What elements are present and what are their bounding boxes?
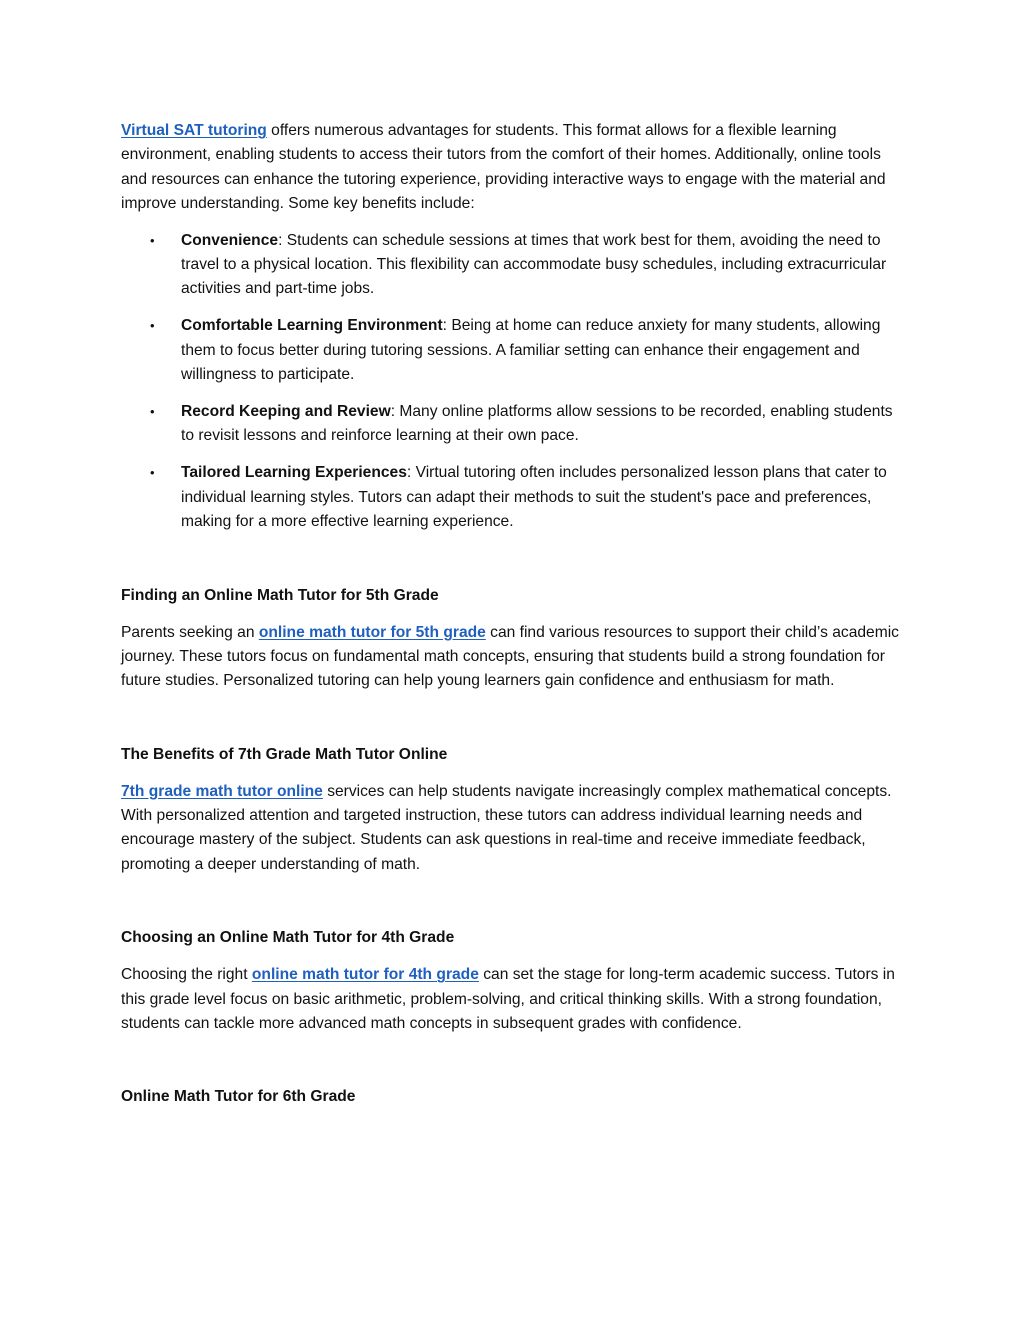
section-heading: Choosing an Online Math Tutor for 4th Grade — [121, 929, 455, 947]
paragraph-text: can find various resources to support their child’s academic journey. These tutors focus on fundamental math concepts, ensuring that students build a strong foundation for future studies. Personalized tutoring can help young learners gain confidence and enthusiasm for math. — [121, 623, 899, 690]
section-4th-grade — [121, 926, 899, 1036]
paragraph-text: Choosing the right — [121, 966, 252, 984]
bullet-icon: • — [150, 404, 155, 420]
paragraph-text: can set the stage for long-term academic success. Tutors in this grade level focus on basic arithmetic, problem-solving, and critical thinking skills. With a strong foundation, students can tackle more advanced math concepts in subsequent grades with confidence. — [121, 966, 895, 1032]
benefit-term: Tailored Learning Experiences — [181, 464, 407, 482]
benefit-item-record-keeping — [121, 400, 899, 449]
online-math-tutor-5th-grade-link[interactable]: online math tutor for 5th grade — [258, 623, 486, 641]
section-heading: Online Math Tutor for 6th Grade — [121, 1088, 356, 1106]
benefit-item-tailored-learning — [121, 461, 899, 534]
benefit-term: Record Keeping and Review — [181, 403, 391, 421]
bullet-icon: • — [150, 465, 155, 481]
section-heading: The Benefits of 7th Grade Math Tutor Online — [121, 745, 448, 763]
bullet-icon: • — [150, 232, 155, 248]
paragraph-text: Parents seeking an — [121, 623, 259, 641]
section-7th-grade — [121, 743, 899, 878]
benefits-list — [121, 229, 899, 535]
benefit-text: : Being at home can reduce anxiety for many students, allowing them to focus better during tutoring sessions. A familiar setting can enhance their engagement and willingness to participate. — [181, 317, 881, 384]
benefit-term: Convenience — [181, 231, 279, 249]
section-paragraph — [121, 780, 899, 878]
section-paragraph — [121, 621, 899, 694]
intro-text: offers numerous advantages for students. This format allows for a flexible learning environment, enabling students to access their tutors from the comfort of their homes. Additionally, online tools and resources can enhance the tutoring experience, providing interactive ways to engage with the material and improve understanding. Some key benefits include: — [121, 122, 886, 213]
7th-grade-math-tutor-online-link[interactable]: 7th grade math tutor online — [121, 782, 323, 800]
document-page — [121, 119, 899, 1122]
virtual-sat-tutoring-link[interactable]: Virtual SAT tutoring — [121, 122, 267, 139]
bullet-icon: • — [150, 318, 155, 334]
section-paragraph — [121, 963, 899, 1036]
section-6th-grade — [121, 1085, 899, 1109]
paragraph-text: services can help students navigate increasingly complex mathematical concepts. With personalized attention and targeted instruction, these tutors can address individual learning needs and encourage mastery of the subject. Students can ask questions in real-time and receive immediate feedback, promoting a deeper understanding of math. — [121, 782, 892, 873]
intro-paragraph — [121, 119, 899, 217]
benefit-text: : Virtual tutoring often includes personalized lesson plans that cater to individual learning styles. Tutors can adapt their methods to suit the student's pace and preferences, making for a more effective learning experience. — [181, 464, 887, 531]
section-5th-grade — [121, 584, 899, 694]
benefit-text: : Students can schedule sessions at times that work best for them, avoiding the need to travel to a physical location. This flexibility can accommodate busy schedules, including extracurricular activities and part-time jobs. — [181, 231, 887, 298]
online-math-tutor-4th-grade-link[interactable]: online math tutor for 4th grade — [251, 966, 479, 984]
benefit-item-comfortable-environment — [121, 314, 899, 387]
benefit-text: : Many online platforms allow sessions to be recorded, enabling students to revisit lessons and reinforce learning at their own pace. — [181, 403, 893, 445]
benefit-item-convenience — [121, 229, 899, 302]
benefit-term: Comfortable Learning Environment — [181, 317, 443, 335]
section-heading: Finding an Online Math Tutor for 5th Grade — [121, 586, 439, 604]
